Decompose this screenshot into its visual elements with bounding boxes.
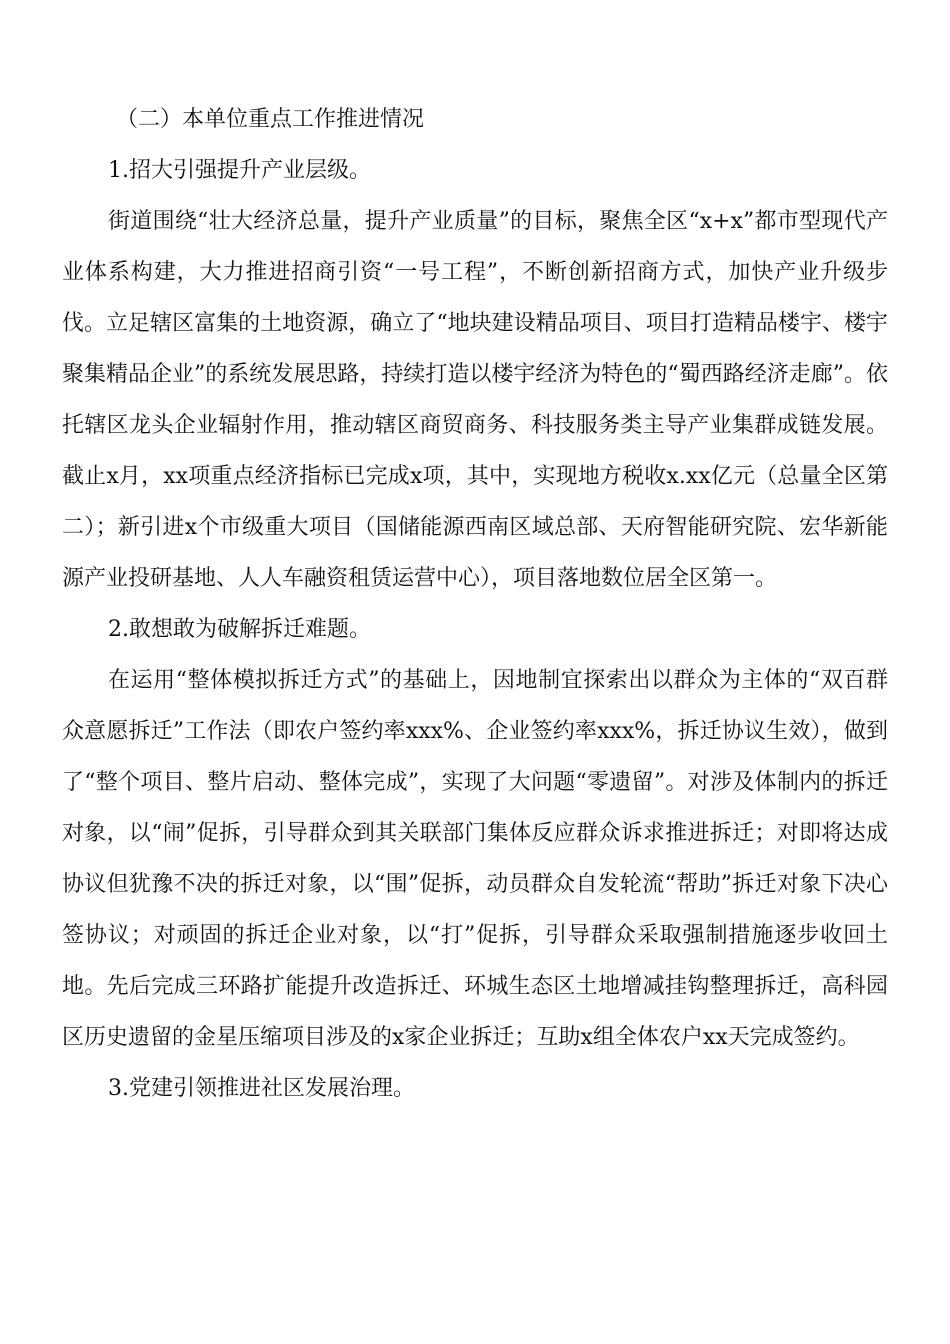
item-3-heading: 3.党建引领推进社区发展治理。 [108, 1076, 415, 1101]
section-heading: （二）本单位重点工作推进情况 [116, 107, 425, 132]
item-2-heading: 2.敢想敢为破解拆迁难题。 [108, 617, 371, 642]
item-1-body: 街道围绕“壮大经济总量，提升产业质量”的目标，聚焦全区“x+x”都市型现代产业体系构建，大力推进招商引资“一号工程”，不断创新招商方式，加快产业升级步伐。立足辖区富集的土地资源，确立了“地块建设精品项目、项目打造精品楼宇、楼宇聚集精品企业”的系统发展思路，持续打造以楼宇经济为特色的“蜀西路经济走廊”。依托辖区龙头企业辐射作用，推动辖区商贸商务、科技服务类主导产业集群成链发展。截止x月，xx项重点经济指标已完成x项，其中，实现地方税收x.xx亿元（总量全区第二）；新引进x个市级重大项目（国储能源西南区域总部、天府智能研究院、宏华新能源产业投研基地、人人车融资租赁运营中心），项目落地数位居全区第一。 [62, 209, 888, 591]
item-1-heading: 1.招大引强提升产业层级。 [108, 158, 371, 183]
document-body [62, 94, 888, 1114]
item-2-body: 在运用“整体模拟拆迁方式”的基础上，因地制宜探索出以群众为主体的“双百群众意愿拆迁”工作法（即农户签约率xxx%、企业签约率xxx%，拆迁协议生效），做到了“整个项目、整片启动、整体完成”，实现了大问题“零遗留”。对涉及体制内的拆迁对象，以“闹”促拆，引导群众到其关联部门集体反应群众诉求推进拆迁；对即将达成协议但犹豫不决的拆迁对象，以“围”促拆，动员群众自发轮流“帮助”拆迁对象下决心签协议；对顽固的拆迁企业对象，以“打”促拆，引导群众采取强制措施逐步收回土地。先后完成三环路扩能提升改造拆迁、环城生态区土地增减挂钩整理拆迁，高科园区历史遗留的金星压缩项目涉及的x家企业拆迁；互助x组全体农户xx天完成签约。 [62, 668, 888, 1050]
